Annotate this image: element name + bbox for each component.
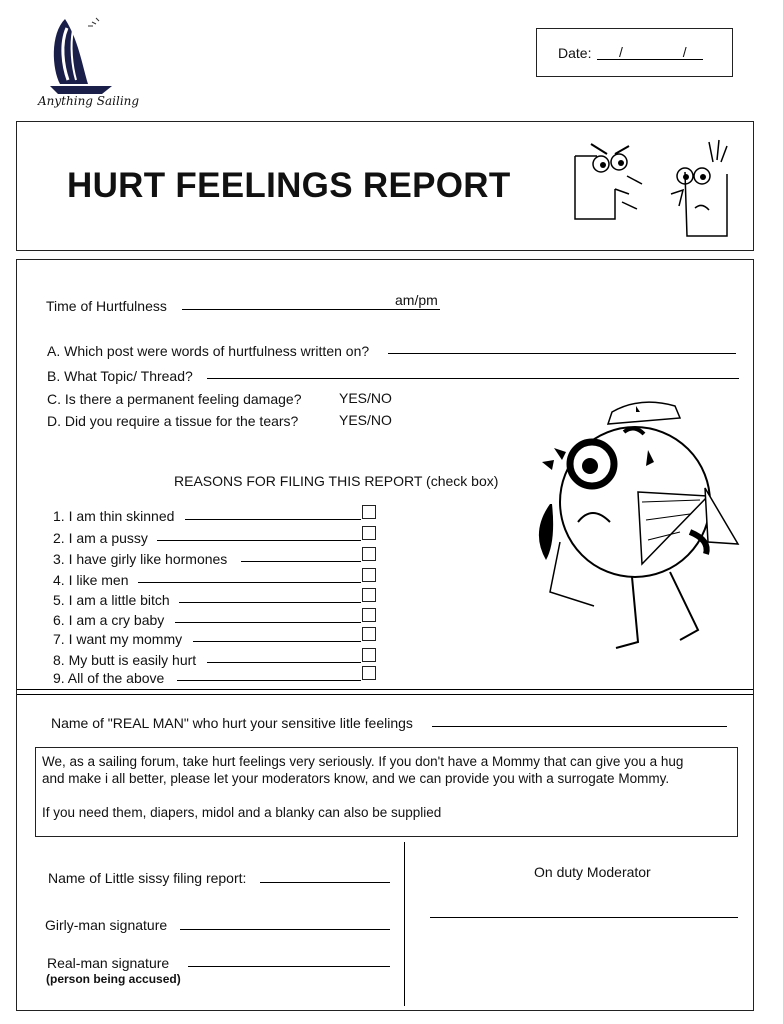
girly-signature-label: Girly-man signature: [45, 917, 168, 933]
question-a-field[interactable]: [388, 353, 736, 354]
question-b-label: B. What Topic/ Thread?: [47, 368, 193, 384]
logo-caption: Anything Sailing: [38, 94, 140, 108]
date-box: [536, 28, 733, 77]
title-box: [16, 121, 754, 251]
question-a-label: A. Which post were words of hurtfulness written on?: [47, 343, 370, 359]
reason-checkbox[interactable]: [362, 666, 376, 680]
reason-checkbox[interactable]: [362, 547, 376, 561]
reason-checkbox[interactable]: [362, 588, 376, 602]
reason-label: 5. I am a little bitch: [53, 592, 170, 608]
real-man-label: Name of "REAL MAN" who hurt your sensitive litle feelings: [51, 715, 413, 731]
sailboat-logo-icon: [30, 14, 140, 94]
reason-label: 8. My butt is easily hurt: [53, 652, 197, 668]
time-suffix: am/pm: [395, 292, 438, 308]
time-label: Time of Hurtfulness: [46, 298, 167, 314]
section-divider-2: [17, 694, 753, 695]
moderator-field[interactable]: [430, 917, 738, 918]
time-field[interactable]: [182, 309, 440, 310]
sissy-name-field[interactable]: [260, 882, 390, 883]
notice-line-1: We, as a sailing forum, take hurt feelings very seriously. If you don't have a Mommy that can give you a hug: [42, 754, 684, 769]
realman-note: (person being accused): [46, 972, 181, 986]
reason-checkbox[interactable]: [362, 568, 376, 582]
question-d-label: D. Did you require a tissue for the tears?: [47, 413, 299, 429]
notice-box: [35, 747, 738, 837]
date-slashes: / /: [619, 44, 715, 60]
arguing-faces-icon: [567, 134, 727, 244]
reason-label: 2. I am a pussy: [53, 530, 148, 546]
reason-label: 7. I want my mommy: [53, 631, 183, 647]
reason-checkbox[interactable]: [362, 648, 376, 662]
girly-signature-field[interactable]: [180, 929, 390, 930]
reasons-heading: REASONS FOR FILING THIS REPORT (check box): [174, 473, 499, 489]
realman-signature-field[interactable]: [188, 966, 390, 967]
notice-line-3: If you need them, diapers, midol and a blanky can also be supplied: [42, 805, 442, 820]
reason-checkbox[interactable]: [362, 627, 376, 641]
reason-label: 1. I am thin skinned: [53, 508, 175, 524]
date-label: Date:: [558, 45, 592, 61]
reason-label: 6. I am a cry baby: [53, 612, 165, 628]
reason-label: 9. All of the above: [53, 670, 165, 686]
signature-divider: [404, 842, 405, 1006]
moderator-label: On duty Moderator: [534, 864, 651, 880]
reason-checkbox[interactable]: [362, 505, 376, 519]
page-title: HURT FEELINGS REPORT: [67, 166, 511, 205]
question-c-label: C. Is there a permanent feeling damage?: [47, 391, 302, 407]
section-divider: [17, 689, 753, 690]
realman-signature-label: Real-man signature: [47, 955, 170, 971]
logo: [30, 14, 140, 114]
question-b-field[interactable]: [207, 378, 739, 379]
question-d-answer[interactable]: YES/NO: [339, 412, 392, 428]
real-man-field[interactable]: [432, 726, 727, 727]
reason-checkbox[interactable]: [362, 608, 376, 622]
reason-label: 4. I like men: [53, 572, 129, 588]
sissy-name-label: Name of Little sissy filing report:: [48, 870, 247, 886]
crying-character-icon: [530, 392, 740, 662]
question-c-answer[interactable]: YES/NO: [339, 390, 392, 406]
reason-label: 3. I have girly like hormones: [53, 551, 228, 567]
notice-line-2: and make i all better, please let your moderators know, and we can provide you with a surrogate Mommy.: [42, 771, 670, 786]
reason-checkbox[interactable]: [362, 526, 376, 540]
